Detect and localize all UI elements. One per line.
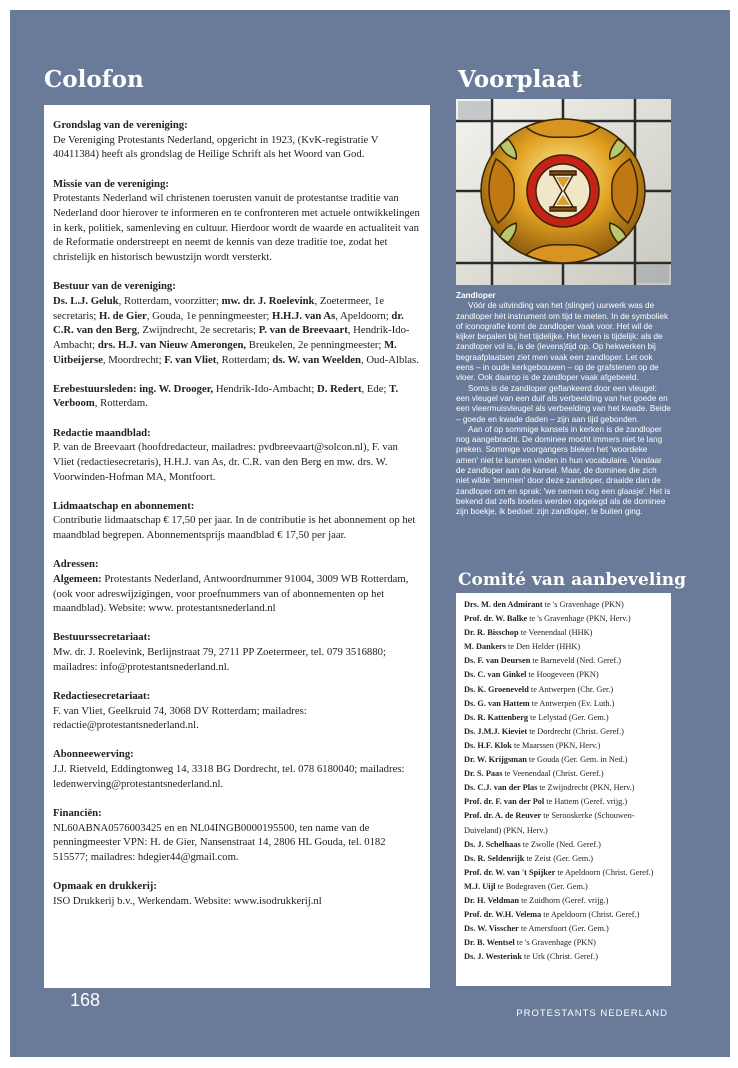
colofon-bold-text: H. de Gier xyxy=(99,309,147,322)
comite-member-place: te Zeist (Ger. Gem.) xyxy=(524,853,594,863)
comite-member-name: Dr. B. Wentsel xyxy=(464,938,515,948)
comite-member-place: te Barneveld (Ned. Geref.) xyxy=(530,656,622,666)
colofon-title: Colofon xyxy=(44,66,144,93)
colofon-bold-text: Algemeen: xyxy=(53,572,102,585)
colofon-text: , Hendrik-Ido-Ambacht; xyxy=(53,324,410,351)
comite-member-place: te 's Gravenhage (PKN) xyxy=(514,938,596,948)
comite-member-name: Ds. K. Groeneveld xyxy=(464,684,529,694)
comite-member-place: te Antwerpen (Chr. Ger.) xyxy=(528,684,614,694)
comite-member-place: te Serooskerke (Schouwen-Duiveland) (PKN, Herv.) xyxy=(464,811,635,835)
colofon-section-heading: Bestuurssecretariaat: xyxy=(53,631,151,644)
comite-member-place: te Urk (Christ. Geref.) xyxy=(521,952,598,962)
comite-member xyxy=(464,880,666,894)
comite-member xyxy=(464,668,666,682)
colofon-section xyxy=(53,689,421,733)
colofon-section-heading: Redactie maandblad: xyxy=(53,426,151,439)
colofon-text: , Apeldoorn; xyxy=(335,309,392,322)
comite-member xyxy=(464,626,666,640)
colofon-text: , Zoetermeer, 1e secretaris; xyxy=(53,294,385,322)
comite-member xyxy=(464,711,666,725)
colofon-text: , Ede; xyxy=(361,382,390,395)
comite-member-place: te Den Helder (HHK) xyxy=(505,642,581,652)
comite-member-name: Dr. W. Krijgsman xyxy=(464,755,527,765)
comite-member-name: Drs. M. den Admirant xyxy=(464,600,543,609)
comite-member-place: te Zwijndrecht (PKN, Herv.) xyxy=(537,783,635,793)
colofon-bold-text: Ds. L.J. Geluk xyxy=(53,294,119,307)
comite-member-name: Dr. H. Veldman xyxy=(464,895,520,905)
comite-member xyxy=(464,894,666,908)
comite-member-name: Dr. S. Paas xyxy=(464,769,503,779)
comite-member-name: M.J. Uijl xyxy=(464,881,496,891)
colofon-section-heading: Abonneewerving: xyxy=(53,748,134,761)
comite-member-place: te Zuidhorn (Geref. vrijg.) xyxy=(519,895,609,905)
colofon-section xyxy=(53,747,421,791)
comite-member-name: M. Dankers xyxy=(464,642,506,652)
comite-member xyxy=(464,598,666,612)
colofon-section xyxy=(53,499,421,543)
comite-member xyxy=(464,697,666,711)
comite-member-name: Prof. dr. A. de Reuver xyxy=(464,811,542,821)
comite-member xyxy=(464,683,666,697)
colofon-bold-text: ds. W. van Weelden xyxy=(272,353,361,366)
comite-member xyxy=(464,936,666,950)
comite-member-place: te Maarssen (PKN, Herv.) xyxy=(511,740,601,750)
comite-member-place: te Veenendaal (Christ. Geref.) xyxy=(502,769,604,779)
colofon-section xyxy=(53,557,421,616)
colofon-section xyxy=(53,630,421,674)
zandloper-paragraph: Aan of op sommige kansels in kerken is de zandloper nog aangebracht. De dominee mocht immers niet te lang preken. Sommige voorgangers bleken het 'woordeke amen' niet te kunnen vinden in hun vocabulaire. Vandaar de zandloper aan de kansel. Maar, de dominee die zich niet wilde 'temmen' door deze zandloper, draaide dan de zandloper om en sprak: 'we nemen nog een glaasje'. Het is bekend dat zelfs boetes werden opgelegd als de dominee zijn boekje, ik bedoel: zijn zandloper, te buiten ging. xyxy=(456,424,671,517)
comite-member-name: Ds. R. Seldenrijk xyxy=(464,853,525,863)
comite-member-name: Ds. C.J. van der Plas xyxy=(464,783,538,793)
comite-member xyxy=(464,739,666,753)
comite-member-place: te Lelystad (Ger. Gem.) xyxy=(528,712,609,722)
comite-member xyxy=(464,725,666,739)
comite-member-name: Ds. J. Westerink xyxy=(464,952,522,962)
comite-member-place: te Antwerpen (Ev. Luth.) xyxy=(529,698,615,708)
colofon-text: , Zwijndrecht, 2e secretaris; xyxy=(137,324,259,337)
comite-member-place: te Zwolle (Ned. Geref.) xyxy=(520,839,601,849)
colofon-bold-text: F. van Vliet xyxy=(164,353,217,366)
zandloper-paragraph: Vóór de uitvinding van het (slinger) uurwerk was de zandloper hét instrument om tijd te meten. In de symboliek of iconografie komt de zandloper vaak voor. Het wil de kijker bepalen bij het tijdelijke. Het leven is tijdelijk: als de zandloper vol is, is de (levens)tijd op. Op hekwerken bij begraafplaatsen ziet men vaak een zandloper. Let ook eens – in oude kerkgebouwen – op de grafstenen op de vloer. Ook daarop is de zandloper vaak afgebeeld. xyxy=(456,301,669,383)
zandloper-title: Zandloper xyxy=(456,291,496,300)
comite-member xyxy=(464,654,666,668)
colofon-section-heading: Financiën: xyxy=(53,806,102,819)
colofon-text: ISO Drukkerij b.v., Werkendam. Website: www.isodrukkerij.nl xyxy=(53,894,322,907)
comite-member xyxy=(464,838,666,852)
comite-member xyxy=(464,781,666,795)
colofon-text: , Rotterdam. xyxy=(94,397,148,410)
colofon-bold-text: Erebestuursleden: ing. W. Drooger, xyxy=(53,382,214,395)
comite-member xyxy=(464,922,666,936)
comite-member xyxy=(464,852,666,866)
colofon-section xyxy=(53,382,421,411)
comite-member-place: te 's Gravenhage (PKN) xyxy=(542,600,624,609)
comite-list xyxy=(456,593,671,986)
comite-member-name: Ds. G. van Hattem xyxy=(464,698,530,708)
colofon-section xyxy=(53,426,421,485)
colofon-section xyxy=(53,279,421,367)
colofon-section xyxy=(53,177,421,265)
colofon-text: , Rotterdam; xyxy=(216,353,273,366)
comite-member-place: te 's Gravenhage (PKN, Herv.) xyxy=(527,614,631,624)
colofon-text: NL60ABNA0576003425 en en NL04INGB0000195500, ten name van de penningmeester VPN: H. de Gier, Nansenstraat 14, 2806 HL Gouda, tel. 0182 515577; mailadres: hdegier44@gmail.com. xyxy=(53,821,386,864)
zandloper-caption xyxy=(456,291,671,518)
comite-member-name: Ds. J. Schelhaas xyxy=(464,839,521,849)
comite-member xyxy=(464,950,666,964)
comite-member-name: Ds. W. Visscher xyxy=(464,924,519,934)
colofon-bold-text: M. Uitbeijerse xyxy=(53,338,397,366)
comite-member-name: Dr. R. Bisschop xyxy=(464,628,519,638)
colofon-section xyxy=(53,118,421,162)
comite-member xyxy=(464,908,666,922)
colofon-section-heading: Redactiesecretariaat: xyxy=(53,689,151,702)
comite-member-place: te Apeldoorn (Christ. Geref.) xyxy=(541,910,640,920)
comite-member-name: Ds. J.M.J. Kieviet xyxy=(464,726,528,736)
comite-member-name: Prof. dr. W.H. Velema xyxy=(464,910,542,920)
colofon-text: Contributie lidmaatschap € 17,50 per jaar. In de contributie is het abonnement op het maandblad begrepen. Abonnementsprijs maandblad € 17,50 per jaar. xyxy=(53,514,416,542)
colofon-text: J.J. Rietveld, Eddingtonweg 14, 3318 BG Dordrecht, tel. 078 6180040; mailadres: ledenwerving@protestantsnederland.nl. xyxy=(53,763,405,790)
comite-member-name: Ds. H.F. Klok xyxy=(464,740,512,750)
colofon-bold-text: D. Redert xyxy=(317,382,362,395)
publication-name: PROTESTANTS NEDERLAND xyxy=(516,1008,668,1019)
colofon-bold-text: H.H.J. van As xyxy=(272,309,336,322)
comite-member-place: te Gouda (Ger. Gem. in Ned.) xyxy=(526,755,628,765)
comite-member xyxy=(464,767,666,781)
comite-member-name: Ds. R. Kattenberg xyxy=(464,712,529,722)
colofon-text: , Rotterdam, voorzitter; xyxy=(118,294,222,307)
comite-member-name: Ds. F. van Deursen xyxy=(464,656,531,666)
comite-member-name: Prof. dr. W. van 't Spijker xyxy=(464,867,556,877)
zandloper-text xyxy=(456,301,671,517)
colofon-section-heading: Grondslag van de vereniging: xyxy=(53,119,188,131)
comite-member xyxy=(464,795,666,809)
comite-member-place: te Bodegraven (Ger. Gem.) xyxy=(495,881,588,891)
colofon-section-heading: Adressen: xyxy=(53,558,99,571)
colofon-text: De Vereniging Protestants Nederland, opgericht in 1923, (KvK-registratie V 40411384) heeft als grondslag de Heilige Schrift als het Woord van God. xyxy=(53,133,379,161)
colofon-bold-text: drs. H.J. van Nieuw Amerongen, xyxy=(97,338,247,351)
comite-member xyxy=(464,640,666,654)
comite-member-name: Ds. C. van Ginkel xyxy=(464,670,527,680)
colofon-bold-text: mw. dr. J. Roelevink xyxy=(221,294,315,307)
colofon-section-heading: Bestuur van de vereniging: xyxy=(53,280,176,293)
comite-title: Comité van aanbeveling xyxy=(458,570,687,590)
comite-member-place: te Hattem (Geref. vrijg.) xyxy=(544,797,628,807)
colofon-section xyxy=(53,806,421,865)
colofon-text: Protestants Nederland wil christenen toerusten vanuit de protestantse traditie van Nederland door hierover te informeren en te confronteren met actuele ontwikkelingen in kerk, politiek, samenleving en cultuur. Hierdoor wordt de waarde en actualiteit van de Reformatie onderstreept en neemt de kennis van deze traditie toe, zodat het christelijk en historisch bewustzijn wordt versterkt. xyxy=(53,192,420,264)
comite-member xyxy=(464,866,666,880)
colofon-section-heading: Missie van de vereniging: xyxy=(53,177,169,190)
comite-member-place: te Hoogeveen (PKN) xyxy=(526,670,599,680)
colofon-text: , Gouda, 1e penningmeester; xyxy=(146,309,273,322)
colofon-section-heading: Lidmaatschap en abonnement: xyxy=(53,499,195,512)
comite-member-place: te Apeldoorn (Christ. Geref.) xyxy=(555,867,654,877)
comite-member-name: Prof. dr. W. Balke xyxy=(464,614,528,624)
colofon-text: Mw. dr. J. Roelevink, Berlijnstraat 79, 2711 PP Zoetermeer, tel. 079 3516880; mailadres: info@protestantsnederland.nl. xyxy=(53,646,386,673)
voorplaat-title: Voorplaat xyxy=(458,66,582,93)
colofon-section xyxy=(53,879,421,908)
colofon-bold-text: T. Verboom xyxy=(53,382,399,410)
page-number: 168 xyxy=(70,990,101,1010)
colofon-text: Breukelen, 2e penningmeester; xyxy=(246,338,385,351)
comite-member-place: te Dordrecht (Christ. Geref.) xyxy=(527,726,624,736)
colofon-text: P. van de Breevaart (hoofdredacteur, mailadres: pvdbreevaart@solcon.nl), F. van Vliet (redactiesecretaris), H.H.J. van As, dr. C.R. van den Berg en mw. drs. W. Voorwinden-Hofman MA, Montfoort. xyxy=(53,441,398,483)
colofon-bold-text: P. van de Breevaart xyxy=(258,324,348,337)
colofon-text: , Moordrecht; xyxy=(102,353,165,366)
colofon-text: Protestants Nederland, Antwoordnummer 91004, 3009 WB Rotterdam, (ook voor adreswijzigingen, voor proefnummers van of abonnementen op het maandblad). Website: www. protestantsnederland.nl xyxy=(53,572,409,615)
comite-member xyxy=(464,612,666,626)
stained-glass-hourglass-image xyxy=(456,99,671,285)
comite-member-place: te Amersfoort (Ger. Gem.) xyxy=(518,924,609,934)
colofon-text: , Oud-Alblas. xyxy=(360,353,419,366)
colofon-section-heading: Opmaak en drukkerij: xyxy=(53,880,157,893)
comite-member-place: te Veenendaal (HHK) xyxy=(518,628,593,638)
colofon-box xyxy=(44,105,430,988)
colofon-bold-text: dr. C.R. van den Berg xyxy=(53,309,404,337)
zandloper-paragraph: Soms is de zandloper geflankeerd door een vleugel: een vleugel van een duif als verbeelding van het goede en een vleermuisvleugel als verbeelding van het kwade. Beide – goede en kwade daden – zijn aan tijd gebonden. xyxy=(456,383,671,424)
comite-member-name: Prof. dr. F. van der Pol xyxy=(464,797,545,807)
comite-member xyxy=(464,809,666,837)
colofon-text: F. van Vliet, Geelkruid 74, 3068 DV Rotterdam; mailadres: redactie@protestantsnederland.nl. xyxy=(53,704,307,732)
comite-member xyxy=(464,753,666,767)
colofon-text: Hendrik-Ido-Ambacht; xyxy=(213,382,318,395)
